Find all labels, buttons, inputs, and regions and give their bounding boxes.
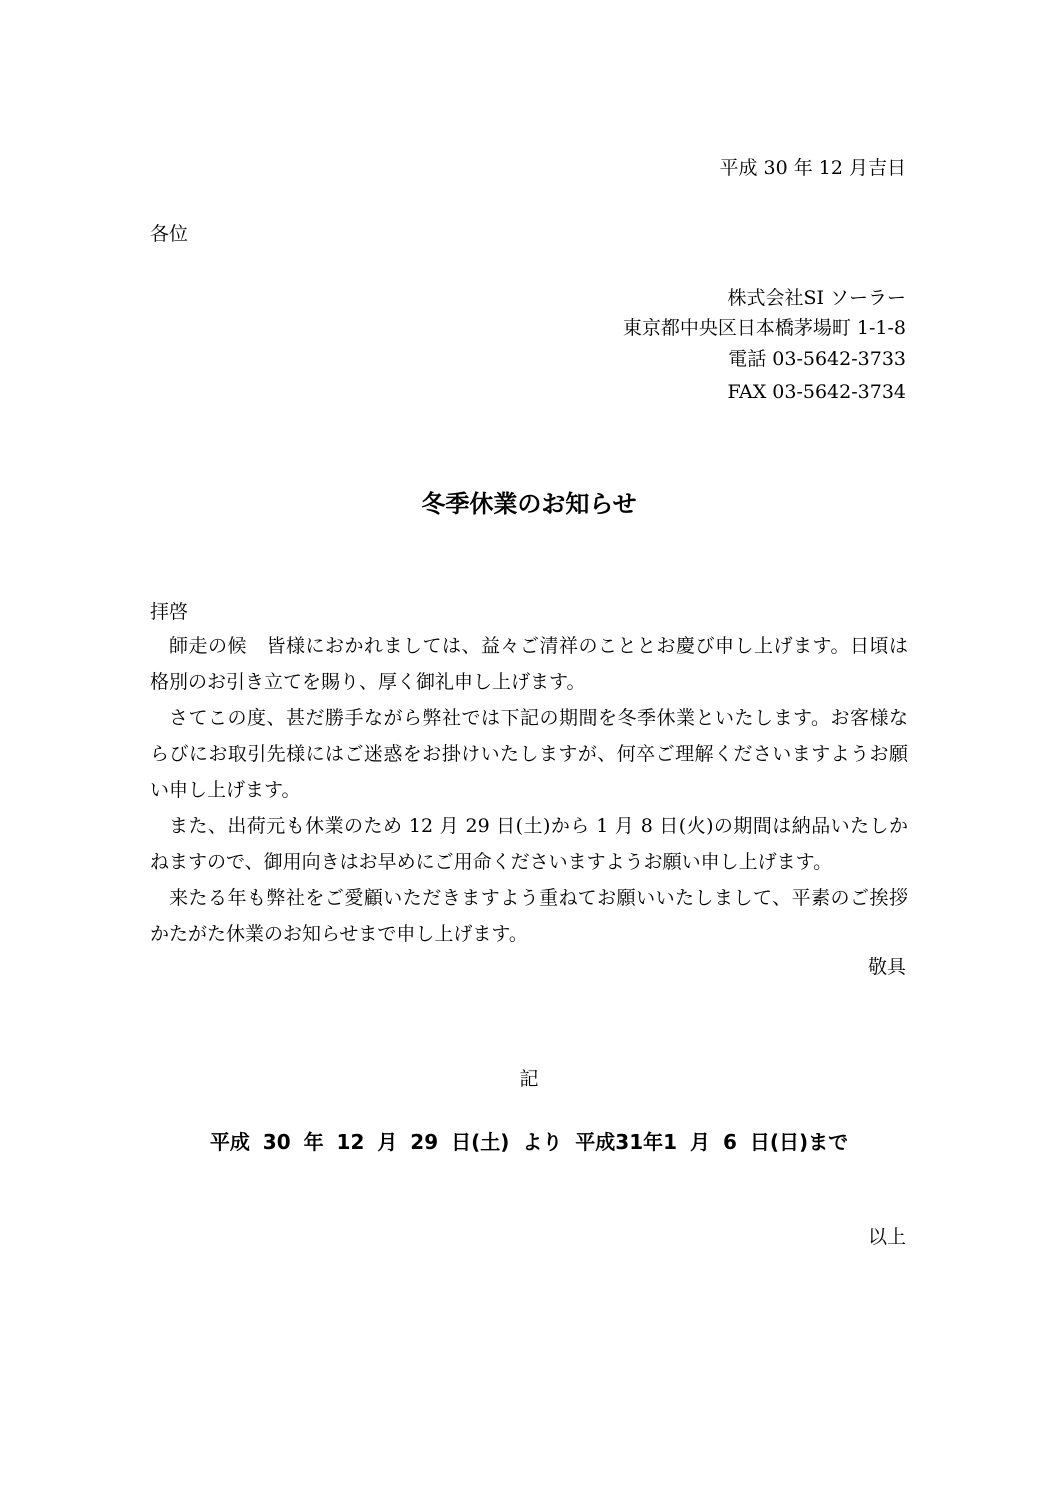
issue-date: 平成 30 年 12 月吉日 [719,157,906,179]
holiday-period: 平成 30 年 12 月 29 日(土) より 平成31年1 月 6 日(日)まで [209,1130,849,1154]
closing-word: 敬具 [867,956,906,978]
body-text [150,628,908,952]
document-title: 冬季休業のお知らせ [421,490,637,518]
salutation: 拝啓 [150,601,189,623]
end-mark: 以上 [867,1226,906,1248]
paragraph-shipping: また、出荷元も休業のため 12 月 29 日(土)から 1 月 8 日(火)の期間は納品いたしかねますので、御用向きはお早めにご用命くださいますようお願い申し上げます。 [150,815,908,873]
company-name: 株式会社SI ソーラー [727,287,906,309]
company-address: 東京都中央区日本橋茅場町 1-1-8 [622,317,906,339]
paragraph-closing-remarks: 来たる年も弊社をご愛顧いただきますよう重ねてお願いいたしまして、平素のご挨拶かたがた休業のお知らせまで申し上げます。 [150,887,908,945]
company-fax: FAX 03-5642-3734 [727,381,906,403]
recipient: 各位 [150,223,189,245]
paragraph-notice: さてこの度、甚だ勝手ながら弊社では下記の期間を冬季休業といたします。お客様ならびにお取引先様にはご迷惑をお掛けいたしますが、何卒ご理解くださいますようお願い申し上げます。 [150,707,908,801]
ki-heading: 記 [519,1068,539,1090]
company-phone: 電話 03-5642-3733 [728,348,906,370]
paragraph-greeting: 師走の候 皆様におかれましては、益々ご清祥のこととお慶び申し上げます。日頃は格別のお引き立てを賜り、厚く御礼申し上げます。 [150,635,908,693]
